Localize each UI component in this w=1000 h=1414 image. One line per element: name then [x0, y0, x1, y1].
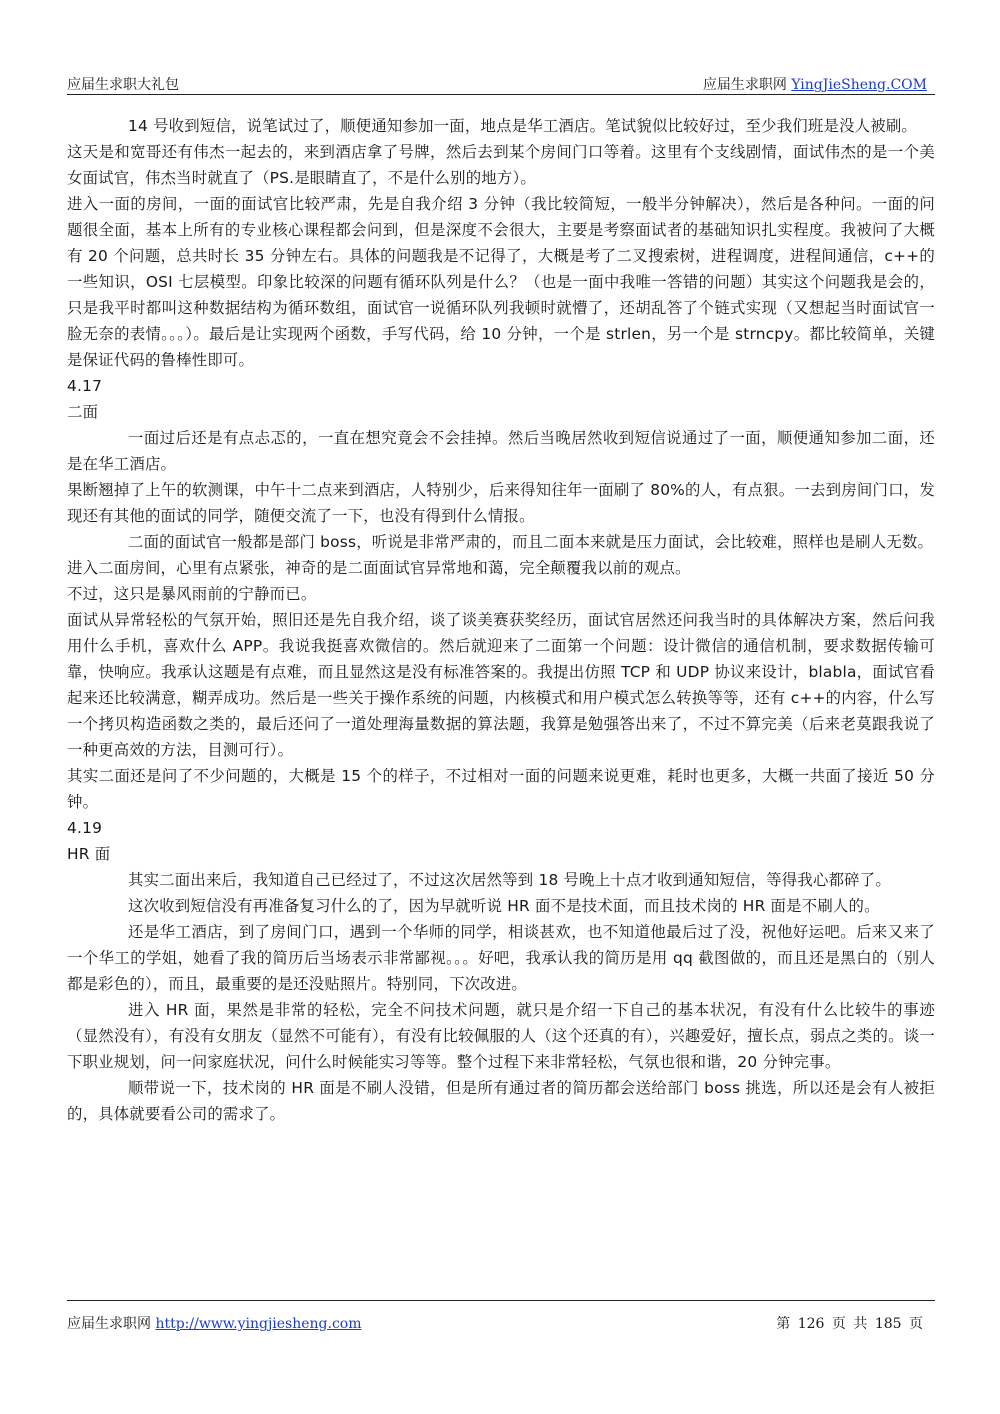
paragraph: 14 号收到短信，说笔试过了，顺便通知参加一面，地点是华工酒店。笔试貌似比较好过，至少我们班是没人被刷。: [128, 117, 918, 135]
document-body: [67, 113, 935, 1127]
paragraph: 这天是和宽哥还有伟杰一起去的，来到酒店拿了号牌，然后去到某个房间门口等着。这里有个支线剧情，面试伟杰的是一个美女面试官，伟杰当时就直了（PS.是眼睛直了，不是什么别的地方）。: [67, 143, 935, 187]
header-site-link[interactable]: YingJieSheng.COM: [791, 77, 927, 93]
paragraph: 一面过后还是有点忐忑的，一直在想究竟会不会挂掉。然后当晚居然收到短信说通过了一面，顺便通知参加二面，还是在华工酒店。: [67, 429, 935, 473]
page-number: 第 126 页 共 185 页: [776, 1316, 923, 1332]
paragraph: 不过，这只是暴风雨前的宁静而已。: [67, 585, 317, 603]
paragraph: 进入一面的房间，一面的面试官比较严肃，先是自我介绍 3 分钟（我比较简短，一般半分钟解决），然后是各种问。一面的问题很全面，基本上所有的专业核心课程都会问到，但是深度不会很大，主要是考察面试者的基础知识扎实程度。我被问了大概有 20 个问题，总共时长 35 分钟左右。具体的问题我是不记得了，大概是考了二叉搜索树，进程调度，进程间通信，c++的一些知识，OSI 七层模型。印象比较深的问题有循环队列是什么？（也是一面中我唯一答错的问题）其实这个问题我是会的，只是我平时都叫这种数据结构为循环数组，面试官一说循环队列我顿时就懵了，还胡乱答了个链式实现（又想起当时面试官一脸无奈的表情。。。）。最后是让实现两个函数，手写代码，给 10 分钟，一个是 strlen，另一个是 strncpy。都比较简单，关键是保证代码的鲁棒性即可。: [67, 195, 935, 369]
paragraph: 还是华工酒店，到了房间门口，遇到一个华师的同学，相谈甚欢，也不知道他最后过了没，祝他好运吧。后来又来了一个华工的学姐，她看了我的简历后当场表示非常鄙视。。。好吧，我承认我的简历是用 qq 截图做的，而且还是黑白的（别人都是彩色的），而且，最重要的是还没贴照片。特别同，下次改进。: [67, 923, 935, 993]
paragraph: 果断翘掉了上午的软测课，中午十二点来到酒店，人特别少，后来得知往年一面刷了 80%的人，有点狠。一去到房间门口，发现还有其他的面试的同学，随便交流了一下，也没有得到什么情报。: [67, 481, 935, 525]
section-date: 4.17: [67, 377, 103, 395]
page-footer: [67, 1300, 935, 1332]
footer-site-link[interactable]: http://www.yingjiesheng.com: [155, 1316, 362, 1332]
section-heading: HR 面: [67, 845, 111, 863]
paragraph: 二面的面试官一般都是部门 boss，听说是非常严肃的，而且二面本来就是压力面试，会比较难，照样也是刷人无数。: [128, 533, 934, 551]
paragraph: 进入二面房间，心里有点紧张，神奇的是二面面试官异常地和蔼，完全颠覆我以前的观点。: [67, 559, 691, 577]
header-site-label: 应届生求职网: [702, 77, 792, 93]
paragraph: 进入 HR 面，果然是非常的轻松，完全不问技术问题，就只是介绍一下自己的基本状况，有没有什么比较牛的事迹（显然没有），有没有女朋友（显然不可能有），有没有比较佩服的人（这个还真的有），兴趣爱好，擅长点，弱点之类的。谈一下职业规划，问一问家庭状况，问什么时候能实习等等。整个过程下来非常轻松，气氛也很和谐，20 分钟完事。: [67, 1001, 935, 1071]
header-site: [703, 74, 927, 94]
paragraph: 这次收到短信没有再准备复习什么的了，因为早就听说 HR 面不是技术面，而且技术岗的 HR 面是不刷人的。: [128, 897, 880, 915]
footer-site-label: 应届生求职网: [67, 1316, 156, 1332]
header-title: 应届生求职大礼包: [67, 77, 179, 93]
footer-site: [67, 1313, 362, 1333]
section-heading: 二面: [67, 403, 99, 421]
paragraph: 面试从异常轻松的气氛开始，照旧还是先自我介绍，谈了谈美赛获奖经历，面试官居然还问我当时的具体解决方案，然后问我用什么手机，喜欢什么 APP。我说我挺喜欢微信的。然后就迎来了二面第一个问题：设计微信的通信机制，要求数据传输可靠，快响应。我承认这题是有点难，而且显然这是没有标准答案的。我提出仿照 TCP 和 UDP 协议来设计，blabla，面试官看起来还比较满意，糊弄成功。然后是一些关于操作系统的问题，内核模式和用户模式怎么转换等等，还有 c++的内容，什么写一个拷贝构造函数之类的，最后还问了一道处理海量数据的算法题，我算是勉强答出来了，不过不算完美（后来老莫跟我说了一种更高效的方法，目测可行）。: [67, 611, 935, 759]
paragraph: 顺带说一下，技术岗的 HR 面是不刷人没错，但是所有通过者的简历都会送给部门 boss 挑选，所以还是会有人被拒的，具体就要看公司的需求了。: [67, 1079, 935, 1123]
paragraph: 其实二面还是问了不少问题的，大概是 15 个的样子，不过相对一面的问题来说更难，耗时也更多，大概一共面了接近 50 分钟。: [67, 767, 935, 811]
section-date: 4.19: [67, 819, 103, 837]
paragraph: 其实二面出来后，我知道自己已经过了，不过这次居然等到 18 号晚上十点才收到通知短信，等得我心都碎了。: [128, 871, 891, 889]
page-header: [67, 72, 935, 95]
